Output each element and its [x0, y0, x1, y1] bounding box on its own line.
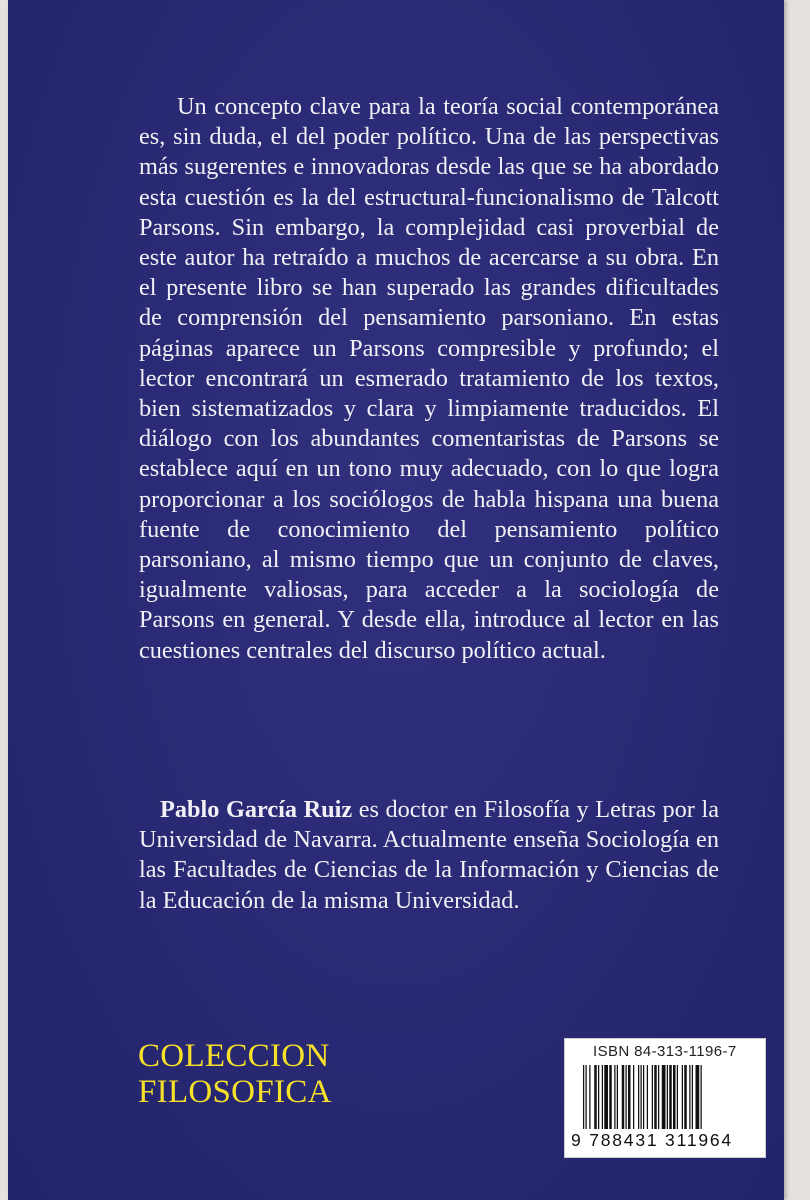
author-name: Pablo García Ruiz: [160, 796, 353, 823]
author-bio-text: es doctor en Filosofía y Letras por la Universidad de Navarra. Actualmente enseña Sociología en las Facultades de Ciencias de la Información y Ciencias de la Educación de la misma Universidad.: [139, 796, 719, 914]
barcode-icon: [583, 1065, 755, 1129]
book-description: Un concepto clave para la teoría social contemporánea es, sin duda, el del poder político. Una de las perspectivas más sugerentes e innovadoras desde las que se ha abordado esta cuestión es la del estructural-funcionalismo de Talcott Parsons. Sin embargo, la complejidad casi proverbial de este autor ha retraído a muchos de acercarse a su obra. En el presente libro se han superado las grandes dificultades de comprensión del pensamiento parsoniano. En estas páginas aparece un Parsons compresible y profundo; el lector encontrará un esmerado tratamiento de los textos, bien sistematizados y clara y limpiamente traducidos. El diálogo con los abundantes comentaristas de Parsons se establece aquí en un tono muy adecuado, con lo que logra proporcionar a los sociólogos de habla hispana una buena fuente de conocimiento del pensamiento político parsoniano, al mismo tiempo que un conjunto de claves, igualmente valiosas, para acceder a la sociología de Parsons en general. Y desde ella, introduce al lector en las cuestiones centrales del discurso político actual.: [139, 93, 719, 664]
collection-title: [138, 1038, 332, 1110]
isbn-barcode-label: [564, 1038, 766, 1158]
ean-digits: 9 788431 311964: [571, 1130, 733, 1150]
collection-line-2: FILOSOFICA: [138, 1074, 332, 1110]
collection-line-1: COLECCION: [138, 1038, 330, 1074]
isbn-number: ISBN 84-313-1196-7: [593, 1043, 737, 1060]
back-cover: [8, 0, 784, 1200]
author-bio: [139, 795, 719, 916]
